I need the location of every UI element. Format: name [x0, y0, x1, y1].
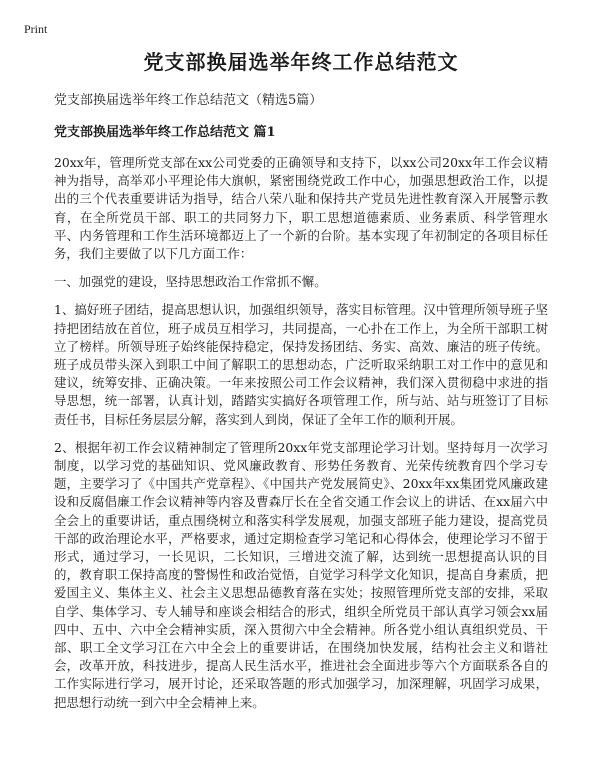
paragraph-item-1: 1、搞好班子团结，提高思想认识，加强组织领导，落实目标管理。汉中管理所领导班子坚持把团结放在首位，班子成员互相学习，共同提高，一心扑在工作上，为全所干部职工树立了榜样。所领导班子始终能保持稳定，保持发扬团结、务实、高效、廉洁的班子传统。班子成员带头深入到职工中间了解职工的思想动态，广泛听取采纳职工对工作中的意见和建议，统筹安排、正确决策。一年来按照公司工作会议精神，我们深入贯彻稳中求进的指导思想，统一部署，认真计划，踏踏实实搞好各项管理工作，所与站、站与班签订了目标责任书，目标任务层层分解，落实到人到岗，保证了全年工作的顺利开展。 [54, 302, 548, 427]
document-title: 党支部换届选举年终工作总结范文 [143, 50, 459, 74]
section-heading: 党支部换届选举年终工作总结范文 篇1 [54, 125, 276, 140]
paragraph-heading-1: 一、加强党的建设，坚持思想政治工作常抓不懈。 [54, 274, 327, 290]
print-label[interactable]: Print [24, 22, 48, 36]
document-subtitle: 党支部换届选举年终工作总结范文（精选5篇） [54, 93, 323, 108]
paragraph-item-2: 2、根据年初工作会议精神制定了管理所20xx年党支部理论学习计划。坚持每月一次学习制度，以学习党的基础知识、党风廉政教育、形势任务教育、光荣传统教育四个学习专题，主要学习了《中国共产党章程》、《中国共产党发展简史》、20xx年xx集团党风廉政建设和反腐倡廉工作会议精神等内容及曹森厅长在全省交通工作会议上的讲话、在xx届六中全会上的重要讲话，重点围绕树立和落实科学发展观，加强支部班子能力建设，提高党员干部的政治理论水平，严格要求，通过定期检查学习笔记和心得体会，使理论学习不留于形式，通过学习，一长见识，二长知识，三增进交流了解，达到统一思想提高认识的目的，教育职工保持高度的警惕性和政治觉悟，自觉学习科学文化知识，提高自身素质，把爱国主义、集体主义、社会主义思想品德教育落在实处；按照管理所党支部的安排，采取自学、集体学习、专人辅导和座谈会相结合的形式，组织全所党员干部认真学习领会xx届四中、五中、六中全会精神实质，深入贯彻六中全会精神。所各党小组认真组织党员、干部、职工全文学习江在六中全会上的重要讲话，在围绕加快发展，结构社会主义和谐社会，改革开放，科技进步，提高人民生活水平，推进社会全面进步等六个方面联系各自的工作实际进行学习，展开讨论，还采取答题的形式加强学习，加深理解，巩固学习成果，把思想行动统一到六中全会精神上来。 [54, 439, 548, 710]
paragraph-intro: 20xx年，管理所党支部在xx公司党委的正确领导和支持下，以xx公司20xx年工作会议精神为指导，高举邓小平理论伟大旗帜，紧密围绕党政工作中心，加强思想政治工作，以提出的三个代表重要讲话为指导，结合八荣八耻和保持共产党员先进性教育深入开展警示教育，在全所党员干部、职工的共同努力下，职工思想道德素质、业务素质、科学管理水平、内务管理和工作生活环境都迈上了一个新的台阶。基本实现了年初制定的各项目标任务，我们主要做了以下几方面工作： [54, 155, 548, 262]
